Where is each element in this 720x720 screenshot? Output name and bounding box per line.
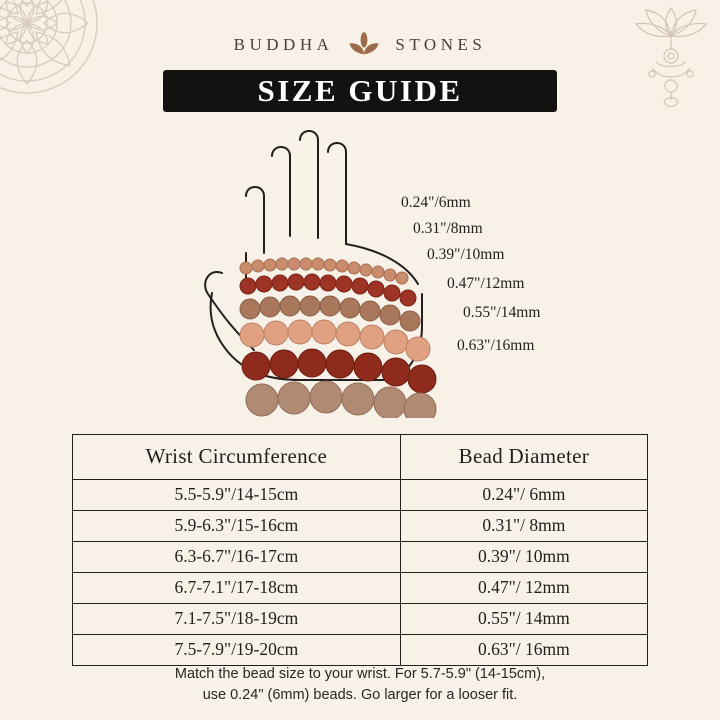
wrist-value: 6.7-7.1"/17-18cm <box>73 573 401 604</box>
wrist-value: 5.9-6.3"/15-16cm <box>73 511 401 542</box>
wrist-value: 5.5-5.9"/14-15cm <box>73 480 401 511</box>
bead-label-6mm: 0.24"/6mm <box>401 194 471 211</box>
bead-size-labels <box>395 118 695 378</box>
bead-label-16mm: 0.63"/16mm <box>457 337 535 354</box>
footer-note <box>60 664 660 706</box>
wrist-value: 7.1-7.5"/18-19cm <box>73 604 401 635</box>
table-row <box>73 604 648 635</box>
size-table <box>72 434 648 666</box>
bead-label-12mm: 0.47"/12mm <box>447 275 525 292</box>
page-title-bar <box>163 70 557 112</box>
footer-line-2: use 0.24" (6mm) beads. Go larger for a looser fit. <box>202 687 518 704</box>
bead-label-10mm: 0.39"/10mm <box>427 246 505 263</box>
bead-label-8mm: 0.31"/8mm <box>413 220 483 237</box>
size-table-wrapper <box>72 434 648 666</box>
table-row <box>73 511 648 542</box>
table-row <box>73 542 648 573</box>
bead-value: 0.24"/ 6mm <box>400 480 647 511</box>
brand-word-left: BUDDHA <box>233 35 334 54</box>
table-header-row <box>73 435 648 480</box>
table-row <box>73 635 648 666</box>
column-header-bead: Bead Diameter <box>400 435 647 480</box>
footer-line-1: Match the bead size to your wrist. For 5.7-5.9" (14-15cm), <box>174 666 546 682</box>
bead-value: 0.55"/ 14mm <box>400 604 647 635</box>
table-row <box>73 480 648 511</box>
bead-value: 0.39"/ 10mm <box>400 542 647 573</box>
wrist-value: 6.3-6.7"/16-17cm <box>73 542 401 573</box>
bead-value: 0.47"/ 12mm <box>400 573 647 604</box>
brand-word-right: STONES <box>395 35 487 54</box>
bead-value: 0.63"/ 16mm <box>400 635 647 666</box>
bead-label-14mm: 0.55"/14mm <box>463 304 541 321</box>
page-title: SIZE GUIDE <box>257 73 463 108</box>
wrist-value: 7.5-7.9"/19-20cm <box>73 635 401 666</box>
column-header-wrist: Wrist Circumference <box>73 435 401 480</box>
lotus-icon <box>347 28 381 62</box>
bead-value: 0.31"/ 8mm <box>400 511 647 542</box>
table-row <box>73 573 648 604</box>
brand-lockup <box>0 28 720 62</box>
